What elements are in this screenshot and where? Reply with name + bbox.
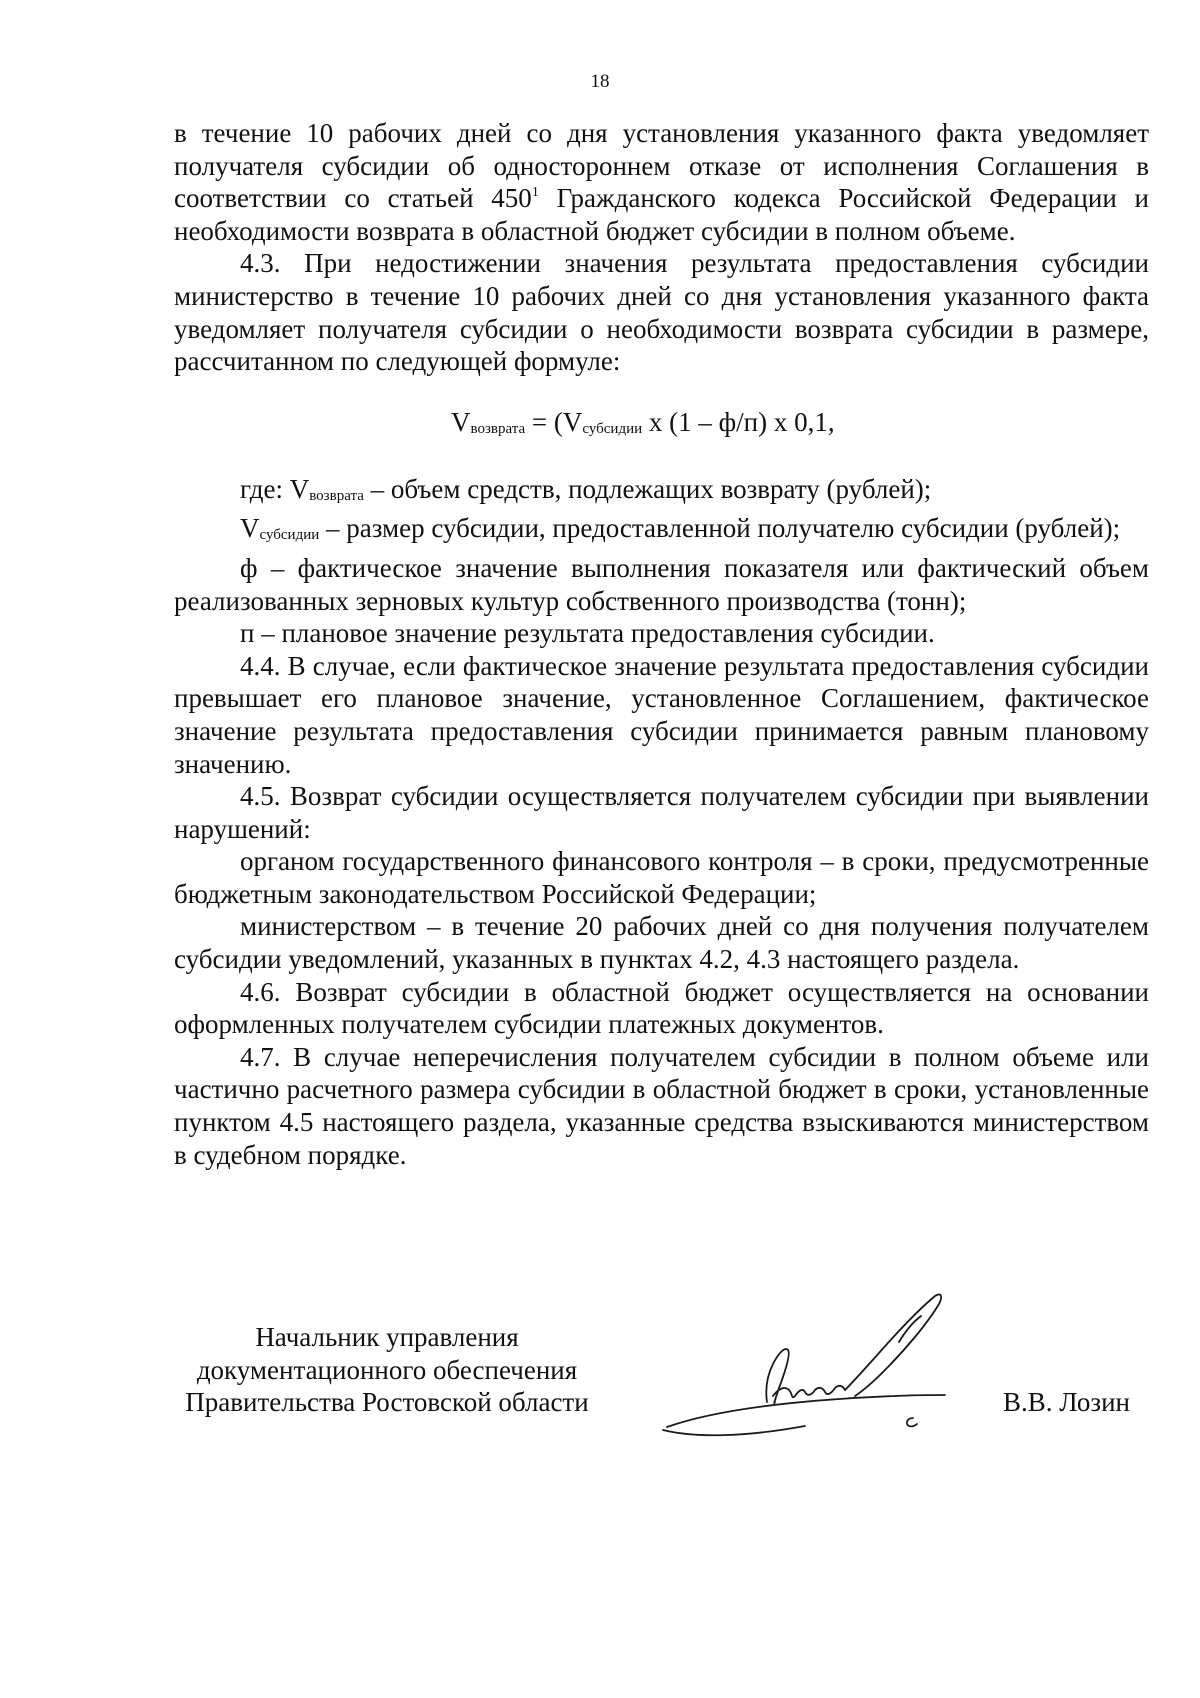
definition-subscript: возврата [309, 487, 364, 504]
paragraph-4-4: 4.4. В случае, если фактическое значение результата предоставления субсидии превышает его плановое значение, установленное Соглашением, фактическое значение результата предоставления субсидии принимается равным плановому значению. [174, 650, 1149, 779]
paragraph-text: Гражданского кодекса Российской Федерации и необходимости возврата в областной бюджет субсидии в полном объеме. [174, 183, 1149, 246]
formula-definition: ф – фактическое значение выполнения показателя или фактический объем реализованных зерновых культур собственного производства (тонн); [174, 552, 1149, 616]
handwritten-signature [655, 1292, 985, 1447]
paragraph-4-5-item: министерством – в течение 20 рабочих дней со дня получения получателем субсидии уведомлений, указанных в пунктах 4.2, 4.3 настоящего раздела. [174, 911, 1149, 975]
paragraph-4-5: 4.5. Возврат субсидии осуществляется получателем субсидии при выявлении нарушений: [174, 781, 1149, 844]
signatory-position [172, 1321, 602, 1419]
position-line: Правительства Ростовской области [185, 1387, 589, 1417]
definition-text: – объем средств, подлежащих возврату (рублей); [363, 473, 932, 504]
definition-text: V [240, 513, 260, 544]
position-line: документационного обеспечения [196, 1354, 578, 1385]
formula-subscript: возврата [470, 420, 526, 437]
paragraph-4-7: 4.7. В случае неперечисления получателем субсидии в полном объеме или частично расчетного размера субсидии в областной бюджет в сроки, установленные пунктом 4.5 настоящего раздела, указанные средства взыскиваются министерством в судебном порядке. [174, 1041, 1149, 1170]
formula-definition: п – плановое значение результата предоставления субсидии. [240, 618, 935, 649]
paragraph-4-3: 4.3. При недостижении значения результата предоставления субсидии министерство в течение 10 рабочих дней со дня установления указанного факта уведомляет получателя субсидии о необходимости возврата субсидии в размере, рассчитанном по следующей формуле: [174, 248, 1149, 377]
paragraph-text: в течение 10 рабочих дней со дня установления указанного факта уведомляет получателя субсидии об одностороннем отказе от исполнения Соглашения в соответствии со статьей 450 [174, 118, 1149, 214]
definition-text: где: V [240, 473, 310, 504]
page-number: 18 [590, 71, 610, 92]
document-body [174, 117, 1149, 1171]
position-line: Начальник управления [255, 1322, 519, 1352]
formula-part: = (V [525, 406, 583, 437]
signer-name: В.В. Лозин [1003, 1387, 1130, 1417]
formula-definition [174, 473, 1149, 513]
paragraph-4-2-continuation [174, 117, 1149, 247]
formula [174, 406, 1149, 445]
definition-subscript: субсидии [259, 527, 320, 544]
definition-text: – размер субсидии, предоставленной получателю субсидии (рублей); [319, 513, 1121, 544]
paragraph-4-6: 4.6. Возврат субсидии в областной бюджет осуществляется на основании оформленных получателем субсидии платежных документов. [174, 976, 1149, 1040]
superscript: 1 [531, 185, 539, 201]
formula-subscript: субсидии [582, 420, 643, 437]
formula-part: х (1 – ф/п) х 0,1, [642, 406, 835, 437]
paragraph-4-5-item: органом государственного финансового контроля – в сроки, предусмотренные бюджетным законодательством Российской Федерации; [174, 846, 1149, 909]
formula-definition [174, 512, 1149, 552]
formula-part: V [451, 406, 471, 437]
